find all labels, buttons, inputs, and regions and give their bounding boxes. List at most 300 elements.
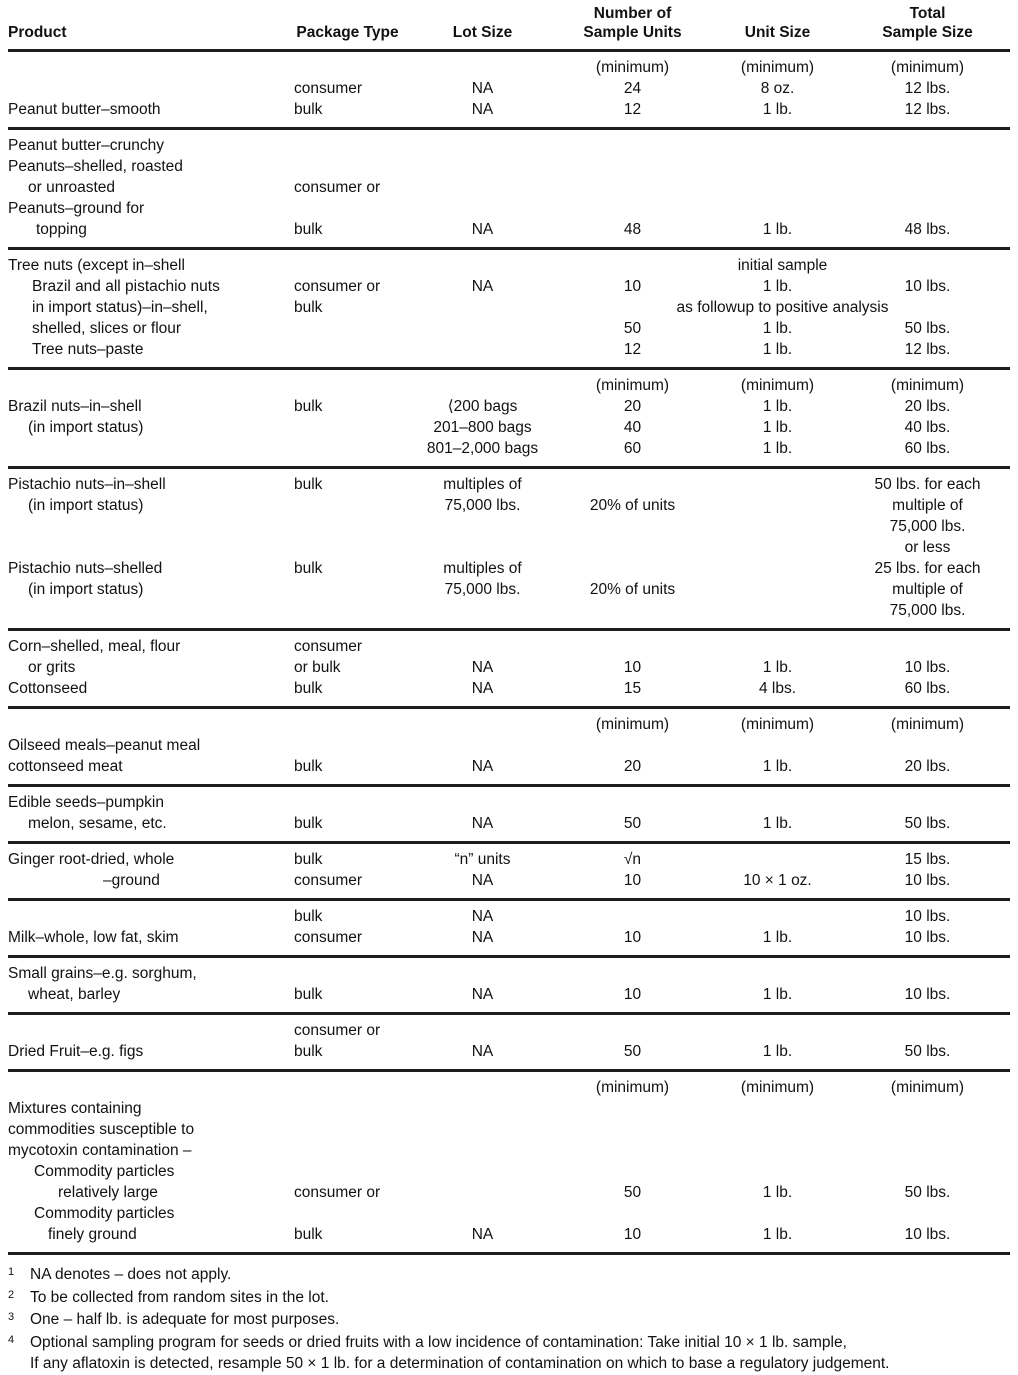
table-cell: Peanuts–shelled, roasted — [8, 158, 183, 175]
table-cell: 50 lbs. — [904, 815, 951, 832]
table-cell: initial sample — [737, 257, 828, 274]
table-cell — [8, 516, 285, 537]
table-cell — [710, 558, 845, 579]
table-cell: bulk — [294, 299, 323, 316]
table-cell — [410, 129, 555, 157]
table-cell: consumer — [294, 929, 363, 946]
table-row — [8, 129, 1010, 157]
table-cell: or grits — [28, 659, 76, 676]
table-cell: ⟨200 bags — [447, 398, 518, 415]
table-cell — [410, 600, 555, 630]
table-cell: relatively large — [58, 1184, 158, 1201]
table-cell: Brazil nuts–in–shell — [8, 398, 142, 415]
table-row — [8, 537, 1010, 558]
table-cell: Peanut butter–crunchy — [8, 137, 164, 154]
table-cell — [555, 1014, 710, 1042]
table-cell: 25 lbs. for each — [874, 560, 981, 577]
table-cell: Commodity particles — [34, 1205, 175, 1222]
table-cell: (minimum) — [890, 59, 965, 76]
table-cell: NA — [471, 680, 494, 697]
table-row — [8, 495, 1010, 516]
table-row — [8, 219, 1010, 249]
table-cell — [285, 495, 410, 516]
table-cell: (minimum) — [595, 1079, 670, 1096]
table-row — [8, 516, 1010, 537]
table-row — [8, 678, 1010, 708]
table-cell: 10 — [623, 1226, 642, 1243]
table-cell — [410, 1014, 555, 1042]
table-cell: Tree nuts–paste — [32, 341, 144, 358]
table-cell: 12 lbs. — [904, 341, 951, 358]
table-row — [8, 177, 1010, 198]
table-cell: in import status)–in–shell, — [32, 299, 208, 316]
table-cell — [8, 51, 285, 79]
table-cell — [410, 1161, 555, 1182]
table-cell — [845, 198, 1010, 219]
header-row — [8, 2, 1010, 51]
table-cell: finely ground — [48, 1226, 137, 1243]
table-row — [8, 558, 1010, 579]
footnote — [8, 1332, 1010, 1375]
table-cell: 1 lb. — [762, 929, 793, 946]
table-cell — [845, 1098, 1010, 1119]
table-section — [8, 708, 1010, 786]
table-cell — [410, 1203, 555, 1224]
table-cell: 12 lbs. — [904, 80, 951, 97]
table-cell: multiple of — [892, 581, 963, 598]
table-row — [8, 156, 1010, 177]
footnote-number: 4 — [8, 1333, 15, 1346]
table-cell — [710, 843, 845, 871]
table-cell — [555, 177, 710, 198]
table-cell: (minimum) — [740, 716, 815, 733]
table-row — [8, 843, 1010, 871]
table-cell: 12 lbs. — [904, 101, 951, 118]
table-cell — [555, 735, 710, 756]
table-cell — [285, 1140, 410, 1161]
footnote-text: One – half lb. is adequate for most purposes. — [30, 1311, 340, 1328]
table-cell: commodities susceptible to — [8, 1121, 195, 1138]
table-cell — [555, 129, 710, 157]
table-cell: Cottonseed — [8, 680, 88, 697]
table-cell — [410, 1119, 555, 1140]
table-cell — [710, 1161, 845, 1182]
table-cell: 50 lbs. — [904, 320, 951, 337]
table-row — [8, 51, 1010, 79]
table-cell: 75,000 lbs. — [444, 581, 521, 598]
table-cell — [555, 558, 710, 579]
table-cell: 1 lb. — [762, 278, 793, 295]
table-cell: 60 — [623, 440, 642, 457]
table-cell: 50 lbs. — [904, 1043, 951, 1060]
table-cell — [710, 957, 845, 985]
table-row — [8, 1071, 1010, 1099]
table-cell — [8, 369, 285, 397]
table-cell: 40 lbs. — [904, 419, 951, 436]
table-row — [8, 1224, 1010, 1254]
table-cell: or bulk — [294, 659, 341, 676]
table-cell — [710, 1014, 845, 1042]
table-row — [8, 318, 1010, 339]
table-cell: cottonseed meat — [8, 758, 123, 775]
table-cell — [410, 537, 555, 558]
table-cell — [285, 786, 410, 814]
table-cell: bulk — [294, 221, 323, 238]
table-cell — [410, 198, 555, 219]
table-section — [8, 786, 1010, 843]
table-cell — [845, 1014, 1010, 1042]
table-cell: melon, sesame, etc. — [28, 815, 167, 832]
table-cell: (minimum) — [740, 377, 815, 394]
table-row — [8, 927, 1010, 957]
table-cell — [8, 438, 285, 468]
table-section — [8, 129, 1010, 249]
table-cell — [710, 177, 845, 198]
table-row — [8, 468, 1010, 496]
table-cell: NA — [471, 80, 494, 97]
table-cell: 50 — [623, 1184, 642, 1201]
table-cell — [845, 1161, 1010, 1182]
table-cell: mycotoxin contamination – — [8, 1142, 192, 1159]
table-cell: Peanuts–ground for — [8, 200, 145, 217]
table-cell: wheat, barley — [28, 986, 121, 1003]
table-cell — [285, 1203, 410, 1224]
table-cell: Milk–whole, low fat, skim — [8, 929, 179, 946]
table-row — [8, 630, 1010, 658]
table-row — [8, 870, 1010, 900]
table-cell: Dried Fruit–e.g. figs — [8, 1043, 144, 1060]
table-cell — [555, 630, 710, 658]
table-cell: NA — [471, 659, 494, 676]
table-cell: 50 — [623, 1043, 642, 1060]
table-cell: 10 — [623, 929, 642, 946]
table-section — [8, 957, 1010, 1014]
table-cell: consumer or — [294, 1184, 381, 1201]
table-cell: 1 lb. — [762, 815, 793, 832]
table-cell: Peanut butter–smooth — [8, 101, 161, 118]
table-cell: consumer — [294, 872, 363, 889]
table-cell: 1 lb. — [762, 986, 793, 1003]
table-row — [8, 1161, 1010, 1182]
table-cell: Small grains–e.g. sorghum, — [8, 965, 197, 982]
table-cell — [285, 1119, 410, 1140]
table-cell: multiples of — [443, 476, 522, 493]
table-cell: 10 lbs. — [904, 908, 951, 925]
table-cell — [710, 630, 845, 658]
table-cell: 10 — [623, 278, 642, 295]
table-cell — [8, 1014, 285, 1042]
table-cell — [8, 708, 285, 736]
table-row — [8, 198, 1010, 219]
table-row — [8, 786, 1010, 814]
sampling-plan-table — [8, 2, 1010, 1255]
table-cell: √n — [623, 851, 642, 868]
table-cell — [555, 600, 710, 630]
table-cell: bulk — [294, 476, 323, 493]
table-cell — [710, 579, 845, 600]
table-cell: bulk — [294, 986, 323, 1003]
table-cell — [285, 735, 410, 756]
table-row — [8, 396, 1010, 417]
table-cell — [555, 1140, 710, 1161]
table-row — [8, 276, 1010, 297]
table-row — [8, 735, 1010, 756]
table-cell: NA — [471, 278, 494, 295]
table-cell: 20% of units — [589, 581, 676, 598]
table-cell — [285, 708, 410, 736]
table-cell: consumer or — [294, 179, 381, 196]
table-cell: “n” units — [454, 851, 511, 868]
table-cell: 10 lbs. — [904, 929, 951, 946]
table-cell: 10 lbs. — [904, 659, 951, 676]
table-cell: 1 lb. — [762, 659, 793, 676]
table-cell — [285, 417, 410, 438]
table-cell — [285, 1161, 410, 1182]
table-cell — [285, 369, 410, 397]
table-cell: NA — [471, 872, 494, 889]
table-cell — [285, 1071, 410, 1099]
table-cell: 50 lbs. for each — [874, 476, 981, 493]
table-cell: NA — [471, 101, 494, 118]
table-row — [8, 438, 1010, 468]
table-cell — [8, 537, 285, 558]
table-cell — [285, 957, 410, 985]
table-cell — [845, 735, 1010, 756]
table-cell — [710, 900, 845, 928]
table-cell: 1 lb. — [762, 1226, 793, 1243]
table-cell — [555, 786, 710, 814]
table-cell: (in import status) — [28, 581, 144, 598]
table-cell: NA — [471, 221, 494, 238]
table-section — [8, 369, 1010, 468]
table-cell — [555, 156, 710, 177]
table-cell — [410, 957, 555, 985]
table-cell: Pistachio nuts–in–shell — [8, 476, 166, 493]
table-cell: NA — [471, 929, 494, 946]
table-cell — [410, 369, 555, 397]
table-cell: Brazil and all pistachio nuts — [32, 278, 220, 295]
table-row — [8, 249, 1010, 277]
table-cell: bulk — [294, 101, 323, 118]
table-row — [8, 1182, 1010, 1203]
table-cell: 20 — [623, 758, 642, 775]
table-cell: consumer — [294, 80, 363, 97]
table-cell: 801–2,000 bags — [426, 440, 539, 457]
table-cell: 201–800 bags — [433, 419, 532, 436]
table-cell — [410, 735, 555, 756]
table-row — [8, 579, 1010, 600]
table-section — [8, 630, 1010, 708]
table-cell: 12 — [623, 341, 642, 358]
footnote-number: 3 — [8, 1311, 15, 1323]
table-cell — [410, 786, 555, 814]
table-cell: (minimum) — [740, 1079, 815, 1096]
table-cell — [710, 786, 845, 814]
footnote — [8, 1264, 1010, 1286]
table-cell — [845, 957, 1010, 985]
table-row — [8, 1098, 1010, 1119]
table-section — [8, 249, 1010, 369]
table-cell — [845, 630, 1010, 658]
table-cell — [555, 957, 710, 985]
table-row — [8, 1140, 1010, 1161]
table-cell: or unroasted — [28, 179, 116, 196]
table-cell — [710, 1119, 845, 1140]
table-cell — [555, 516, 710, 537]
table-cell — [710, 1098, 845, 1119]
table-cell — [845, 786, 1010, 814]
table-cell — [8, 600, 285, 630]
table-cell — [8, 1071, 285, 1099]
table-row — [8, 1041, 1010, 1071]
table-row — [8, 369, 1010, 397]
table-row — [8, 99, 1010, 129]
table-cell: (minimum) — [595, 59, 670, 76]
table-cell — [710, 735, 845, 756]
column-header: Total Sample Size — [882, 5, 973, 41]
table-cell: 10 lbs. — [904, 278, 951, 295]
table-cell: 75,000 lbs. — [889, 518, 966, 535]
table-cell: 1 lb. — [762, 1184, 793, 1201]
table-cell — [710, 198, 845, 219]
table-cell — [710, 1140, 845, 1161]
table-cell — [285, 438, 410, 468]
table-header — [8, 2, 1010, 51]
table-row — [8, 957, 1010, 985]
table-cell — [285, 516, 410, 537]
table-cell: 1 lb. — [762, 1043, 793, 1060]
footnote-number: 2 — [8, 1288, 15, 1301]
table-cell: shelled, slices or flour — [32, 320, 182, 337]
table-cell: consumer or — [294, 1022, 381, 1039]
table-cell — [555, 1119, 710, 1140]
table-cell: 60 lbs. — [904, 680, 951, 697]
table-cell: Mixtures containing — [8, 1100, 142, 1117]
footnote — [8, 1287, 1010, 1309]
table-cell: 50 lbs. — [904, 1184, 951, 1201]
footnote — [8, 1309, 1010, 1331]
table-row — [8, 1119, 1010, 1140]
table-cell: bulk — [294, 680, 323, 697]
table-cell — [410, 1140, 555, 1161]
table-cell: 48 — [623, 221, 642, 238]
table-cell — [285, 198, 410, 219]
table-cell: 10 — [623, 872, 642, 889]
table-cell — [845, 1119, 1010, 1140]
table-cell: (in import status) — [28, 497, 144, 514]
table-cell — [410, 708, 555, 736]
table-cell — [410, 1182, 555, 1203]
table-cell — [710, 129, 845, 157]
table-row — [8, 297, 1010, 318]
table-cell: 12 — [623, 101, 642, 118]
table-row — [8, 756, 1010, 786]
table-cell — [845, 177, 1010, 198]
table-cell: 10 × 1 oz. — [743, 872, 812, 889]
table-cell: 1 lb. — [762, 440, 793, 457]
table-cell: 40 — [623, 419, 642, 436]
table-cell: (minimum) — [890, 1079, 965, 1096]
table-cell — [845, 156, 1010, 177]
table-cell: or less — [904, 539, 951, 556]
table-cell: 1 lb. — [762, 419, 793, 436]
table-row — [8, 78, 1010, 99]
table-cell — [285, 51, 410, 79]
table-cell — [285, 600, 410, 630]
table-cell — [285, 129, 410, 157]
column-header: Number of Sample Units — [583, 5, 682, 41]
table-cell — [845, 129, 1010, 157]
table-row — [8, 600, 1010, 630]
table-cell — [710, 600, 845, 630]
table-cell — [710, 537, 845, 558]
table-cell — [410, 318, 555, 339]
table-cell — [845, 1140, 1010, 1161]
table-row — [8, 984, 1010, 1014]
table-cell: multiple of — [892, 497, 963, 514]
table-row — [8, 813, 1010, 843]
column-header: Product — [8, 24, 67, 41]
table-row — [8, 1014, 1010, 1042]
table-cell: 20 lbs. — [904, 398, 951, 415]
table-cell — [410, 339, 555, 369]
table-cell: (minimum) — [595, 716, 670, 733]
table-cell: Pistachio nuts–shelled — [8, 560, 163, 577]
table-section — [8, 468, 1010, 630]
table-cell: 1 lb. — [762, 341, 793, 358]
table-section — [8, 843, 1010, 900]
table-cell — [555, 1161, 710, 1182]
table-cell: 10 lbs. — [904, 872, 951, 889]
table-cell — [710, 468, 845, 496]
column-header: Unit Size — [744, 24, 811, 41]
table-cell — [285, 579, 410, 600]
table-cell — [555, 468, 710, 496]
column-header: Package Type — [296, 24, 399, 41]
table-cell: 1 lb. — [762, 101, 793, 118]
table-section — [8, 900, 1010, 957]
table-cell: NA — [471, 908, 494, 925]
table-cell — [8, 78, 285, 99]
table-cell: topping — [36, 221, 87, 238]
table-cell — [710, 495, 845, 516]
table-section — [8, 1014, 1010, 1071]
table-cell: NA — [471, 815, 494, 832]
table-cell — [8, 900, 285, 928]
table-cell — [555, 198, 710, 219]
table-cell: 20 — [623, 398, 642, 415]
table-cell: bulk — [294, 1226, 323, 1243]
table-cell: bulk — [294, 851, 323, 868]
table-cell: (minimum) — [595, 377, 670, 394]
table-cell — [410, 516, 555, 537]
table-cell: (in import status) — [28, 419, 144, 436]
table-cell — [410, 1098, 555, 1119]
table-cell: 4 lbs. — [758, 680, 797, 697]
table-cell: 1 lb. — [762, 758, 793, 775]
table-cell: 50 — [623, 320, 642, 337]
table-cell — [410, 297, 555, 318]
table-cell: consumer — [294, 638, 363, 655]
table-cell — [285, 537, 410, 558]
table-cell: 1 lb. — [762, 398, 793, 415]
table-cell: bulk — [294, 398, 323, 415]
table-cell — [555, 1203, 710, 1224]
table-cell: 50 — [623, 815, 642, 832]
table-cell: bulk — [294, 560, 323, 577]
table-cell: 15 lbs. — [904, 851, 951, 868]
table-row — [8, 339, 1010, 369]
